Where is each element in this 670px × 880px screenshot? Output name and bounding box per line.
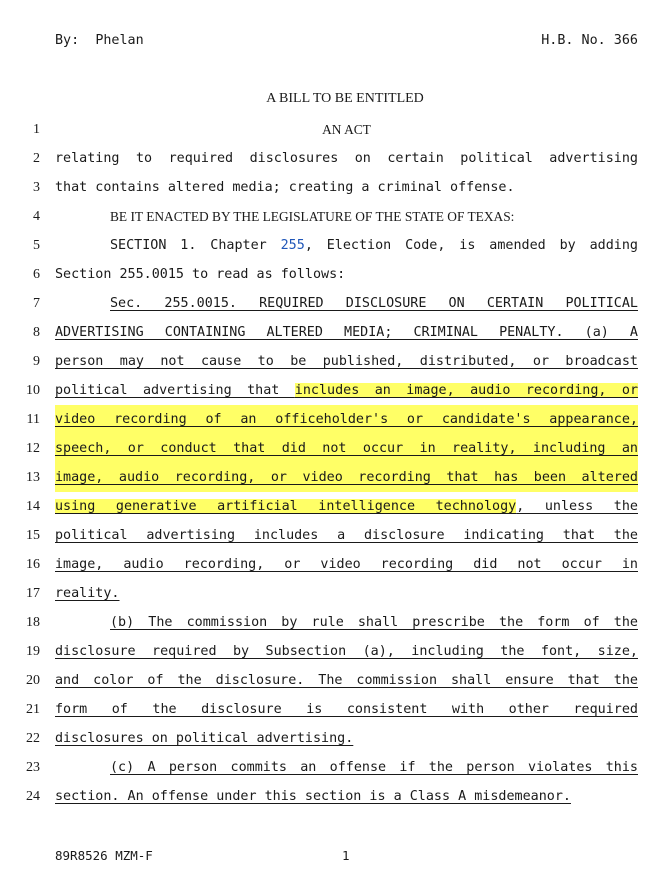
line-number: 18 xyxy=(26,615,40,630)
line-number: 17 xyxy=(26,586,40,601)
section-text: SECTION 1. Chapter xyxy=(110,238,281,253)
line-text: section. An offense under this section is a Class A misdemeanor. xyxy=(55,789,571,804)
line-16 xyxy=(0,550,670,579)
line-20 xyxy=(0,666,670,695)
line-text xyxy=(55,492,638,521)
line-text: (b) The commission by rule shall prescribe the form of the xyxy=(110,615,638,630)
page-number: 1 xyxy=(342,848,350,863)
line-21 xyxy=(0,695,670,724)
line-text: reality. xyxy=(55,586,120,601)
line-number: 8 xyxy=(33,325,40,340)
line-9 xyxy=(0,347,670,376)
line-number: 21 xyxy=(26,702,40,717)
line-15 xyxy=(0,521,670,550)
line-number: 13 xyxy=(26,470,40,485)
line-4 xyxy=(0,202,670,231)
line-text-part: political advertising that xyxy=(55,383,295,398)
line-text xyxy=(110,231,638,260)
bill-number: H.B. No. 366 xyxy=(541,33,638,48)
line-number: 24 xyxy=(26,789,40,804)
highlighted-text: using generative artificial intelligence technology xyxy=(55,499,517,514)
line-text: Section 255.0015 to read as follows: xyxy=(55,267,346,282)
highlighted-text: image, audio recording, or video recording that has been altered xyxy=(55,463,638,492)
line-number: 15 xyxy=(26,528,40,543)
bill-body xyxy=(0,115,670,811)
line-13 xyxy=(0,463,670,492)
line-22 xyxy=(0,724,670,753)
line-number: 2 xyxy=(33,151,40,166)
line-number: 19 xyxy=(26,644,40,659)
highlighted-text: video recording of an officeholder's or candidate's appearance, xyxy=(55,405,638,434)
line-number: 3 xyxy=(33,180,40,195)
line-text: image, audio recording, or video recording did not occur in xyxy=(55,557,638,572)
line-text: (c) A person commits an offense if the person violates this xyxy=(110,760,638,775)
line-text: and color of the disclosure. The commission shall ensure that the xyxy=(55,673,638,688)
line-19 xyxy=(0,637,670,666)
line-number: 5 xyxy=(33,238,40,253)
line-text: that contains altered media; creating a criminal offense. xyxy=(55,180,515,195)
line-number: 14 xyxy=(26,499,40,514)
line-11 xyxy=(0,405,670,434)
line-7 xyxy=(0,289,670,318)
line-14 xyxy=(0,492,670,521)
line-number: 22 xyxy=(26,731,40,746)
line-number: 20 xyxy=(26,673,40,688)
line-number: 12 xyxy=(26,441,40,456)
document-code: 89R8526 MZM-F xyxy=(55,848,153,863)
line-number: 9 xyxy=(33,354,40,369)
line-5 xyxy=(0,231,670,260)
line-24 xyxy=(0,782,670,811)
line-text: disclosures on political advertising. xyxy=(55,731,354,746)
line-text: relating to required disclosures on certain political advertising xyxy=(55,151,638,166)
bill-title: A BILL TO BE ENTITLED xyxy=(266,91,424,106)
line-17 xyxy=(0,579,670,608)
author-name: Phelan xyxy=(95,33,144,48)
enacting-clause: BE IT ENACTED BY THE LEGISLATURE OF THE STATE OF TEXAS: xyxy=(110,209,515,224)
line-number: 1 xyxy=(33,122,40,137)
line-text: ADVERTISING CONTAINING ALTERED MEDIA; CRIMINAL PENALTY. (a) A xyxy=(55,325,638,340)
line-text: form of the disclosure is consistent with other required xyxy=(55,702,638,717)
line-2 xyxy=(0,144,670,173)
line-text: person may not cause to be published, distributed, or broadcast xyxy=(55,354,638,369)
line-text: disclosure required by Subsection (a), including the font, size, xyxy=(55,644,638,659)
section-text: , Election Code, is amended by adding xyxy=(304,238,638,253)
line-8 xyxy=(0,318,670,347)
line-number: 10 xyxy=(26,383,40,398)
line-number: 23 xyxy=(26,760,40,775)
line-text xyxy=(55,376,638,405)
highlighted-text: speech, or conduct that did not occur in reality, including an xyxy=(55,434,638,463)
line-text: political advertising includes a disclosure indicating that the xyxy=(55,528,638,543)
line-number: 6 xyxy=(33,267,40,282)
line-text-part: , unless the xyxy=(516,499,638,514)
line-12 xyxy=(0,434,670,463)
author-label: By: xyxy=(55,33,80,48)
line-number: 16 xyxy=(26,557,40,572)
line-10 xyxy=(0,376,670,405)
line-18 xyxy=(0,608,670,637)
line-6 xyxy=(0,260,670,289)
author-line xyxy=(55,33,144,48)
act-heading: AN ACT xyxy=(322,122,371,137)
line-number: 4 xyxy=(33,209,40,224)
line-number: 7 xyxy=(33,296,40,311)
highlighted-text: includes an image, audio recording, or xyxy=(294,383,639,398)
line-3 xyxy=(0,173,670,202)
line-text: Sec. 255.0015. REQUIRED DISCLOSURE ON CERTAIN POLITICAL xyxy=(110,296,638,311)
line-23 xyxy=(0,753,670,782)
line-1 xyxy=(0,115,670,144)
chapter-link[interactable]: 255 xyxy=(280,238,305,253)
line-number: 11 xyxy=(26,412,40,427)
